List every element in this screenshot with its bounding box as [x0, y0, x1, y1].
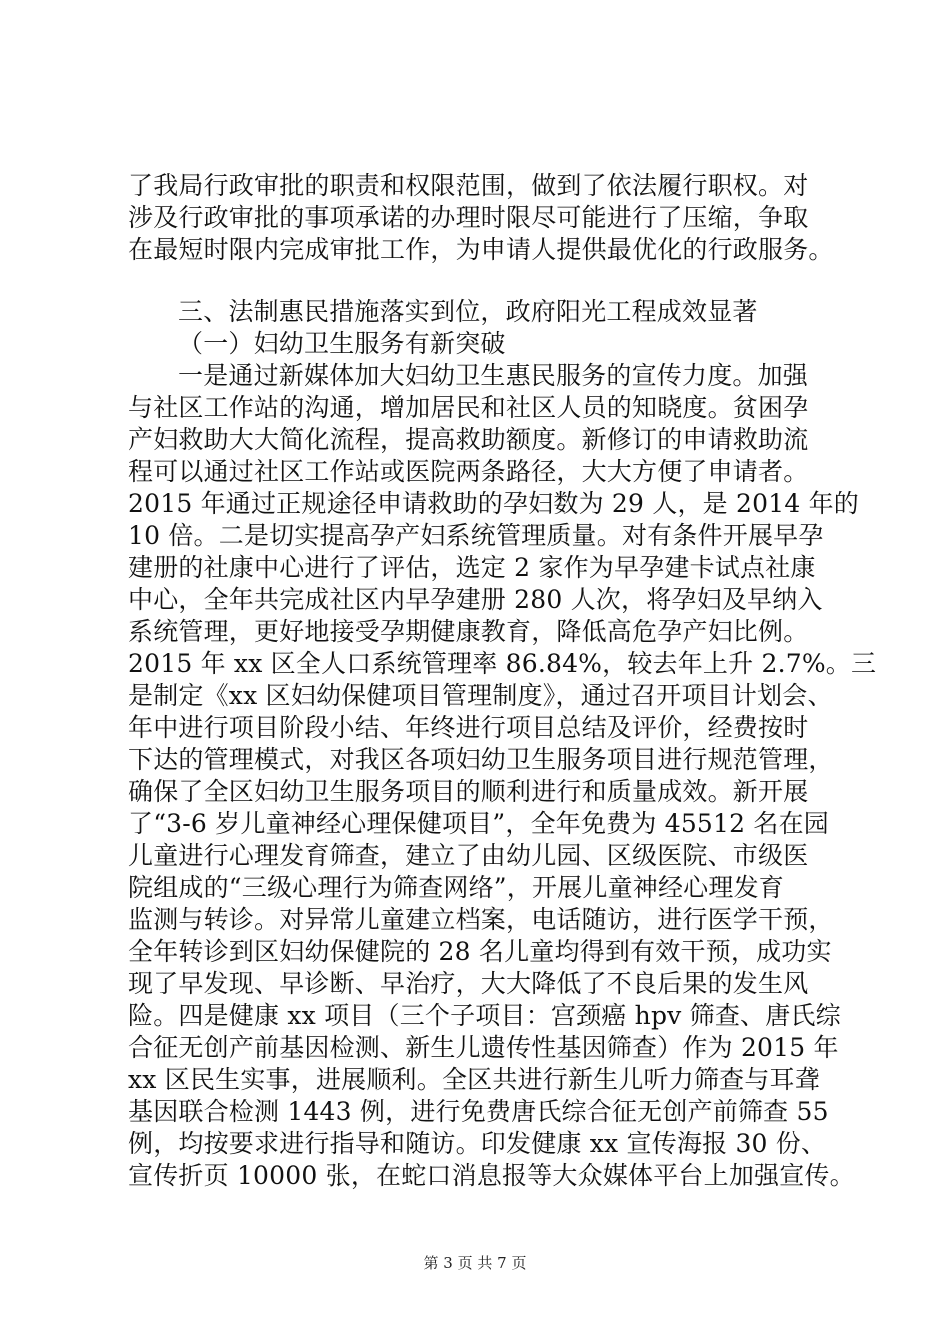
subsection-heading: [128, 328, 828, 360]
subsection-heading-text: （一）妇幼卫生服务有新突破: [178, 329, 506, 358]
text-line: 程可以通过社区工作站或医院两条路径，大大方便了申请者。: [128, 457, 809, 486]
text-line: 例，均按要求进行指导和随访。印发健康 xx 宣传海报 30 份、: [128, 1129, 827, 1158]
text-line: 系统管理，更好地接受孕期健康教育，降低高危孕产妇比例。: [128, 617, 809, 646]
section-heading-text: 三、法制惠民措施落实到位，政府阳光工程成效显著: [178, 297, 758, 326]
text-line: 险。四是健康 xx 项目（三个子项目：宫颈癌 hpv 筛查、唐氏综: [128, 1001, 841, 1030]
paragraph-continuation: [128, 170, 834, 266]
text-line: 基因联合检测 1443 例，进行免费唐氏综合征无创产前筛查 55: [128, 1097, 829, 1126]
page-indicator: 第 3 页 共 7 页: [423, 1254, 527, 1272]
page-footer: [0, 1253, 950, 1273]
text-line: 一是通过新媒体加大妇幼卫生惠民服务的宣传力度。加强: [178, 361, 809, 390]
text-line: 10 倍。二是切实提高孕产妇系统管理质量。对有条件开展早孕: [128, 521, 824, 550]
text-line: 确保了全区妇幼卫生服务项目的顺利进行和质量成效。新开展: [128, 777, 809, 806]
text-line: 中心，全年共完成社区内早孕建册 280 人次，将孕妇及早纳入: [128, 585, 823, 614]
text-line: 宣传折页 10000 张，在蛇口消息报等大众媒体平台上加强宣传。: [128, 1161, 855, 1190]
text-line: 产妇救助大大简化流程，提高救助额度。新修订的申请救助流: [128, 425, 809, 454]
text-line: 与社区工作站的沟通，增加居民和社区人员的知晓度。贫困孕: [128, 393, 809, 422]
text-line: 年中进行项目阶段小结、年终进行项目总结及评价，经费按时: [128, 713, 809, 742]
text-line: 2015 年 xx 区全人口系统管理率 86.84%，较去年上升 2.7%。三: [128, 649, 877, 678]
text-line: 院组成的“三级心理行为筛查网络”，开展儿童神经心理发育: [128, 873, 784, 902]
text-line: 在最短时限内完成审批工作，为申请人提供最优化的行政服务。: [128, 235, 834, 264]
text-line: 下达的管理模式，对我区各项妇幼卫生服务项目进行规范管理，: [128, 745, 834, 774]
text-line: 了我局行政审批的职责和权限范围，做到了依法履行职权。对: [128, 171, 809, 200]
text-line: 涉及行政审批的事项承诺的办理时限尽可能进行了压缩，争取: [128, 203, 809, 232]
text-line: 监测与转诊。对异常儿童建立档案，电话随访，进行医学干预，: [128, 905, 834, 934]
text-line: 全年转诊到区妇幼保健院的 28 名儿童均得到有效干预，成功实: [128, 937, 832, 966]
text-line: 是制定《xx 区妇幼保健项目管理制度》，通过召开项目计划会、: [128, 681, 833, 710]
section-heading: [128, 296, 828, 328]
text-line: 现了早发现、早诊断、早治疗，大大降低了不良后果的发生风: [128, 969, 809, 998]
text-line: 合征无创产前基因检测、新生儿遗传性基因筛查）作为 2015 年: [128, 1033, 839, 1062]
text-line: 了“3-6 岁儿童神经心理保健项目”，全年免费为 45512 名在园: [128, 809, 829, 838]
text-line: 建册的社康中心进行了评估，选定 2 家作为早孕建卡试点社康: [128, 553, 816, 582]
text-line: 儿童进行心理发育筛查，建立了由幼儿园、区级医院、市级医: [128, 841, 809, 870]
text-line: xx 区民生实事，进展顺利。全区共进行新生儿听力筛查与耳聋: [128, 1065, 820, 1094]
text-line: 2015 年通过正规途径申请救助的孕妇数为 29 人，是 2014 年的: [128, 489, 859, 518]
paragraph-maternal-child-health: [128, 360, 877, 1192]
